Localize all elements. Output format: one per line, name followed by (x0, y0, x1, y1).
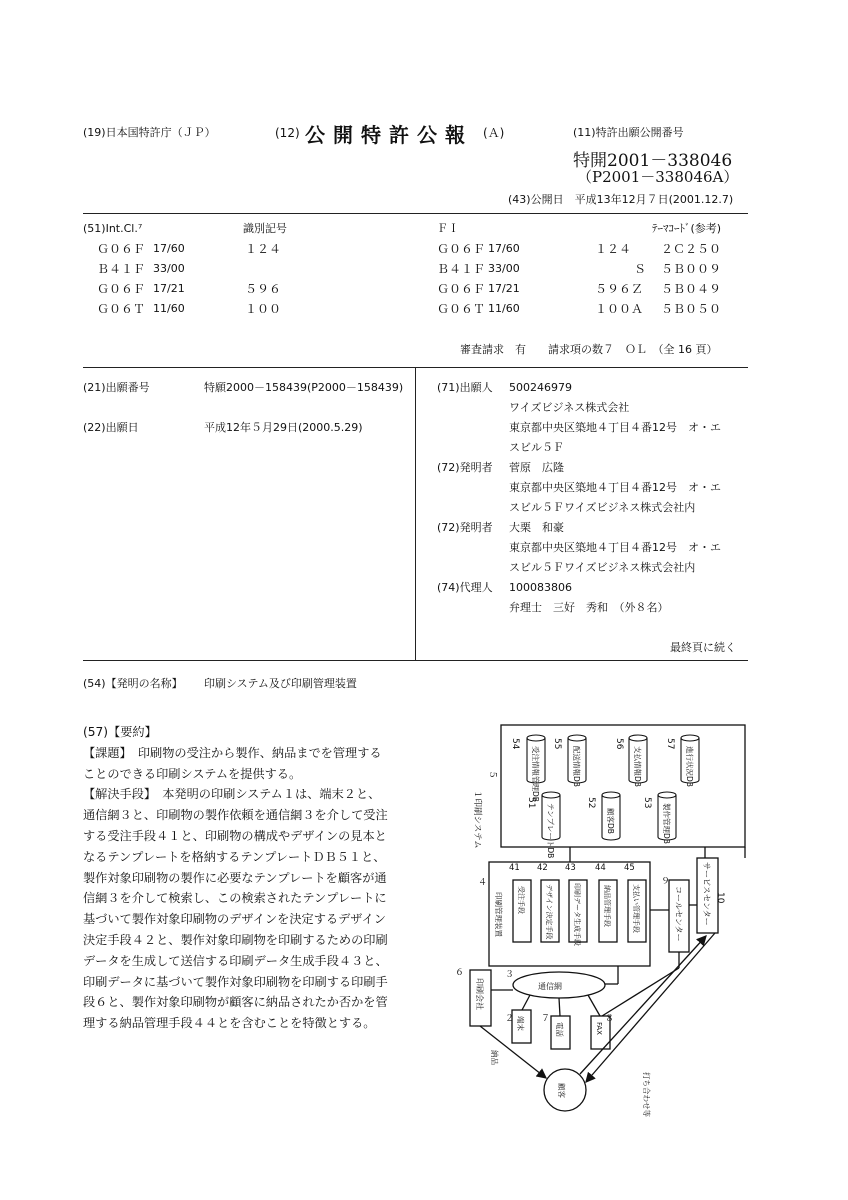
inventor-name: 大栗 和豪 (509, 521, 564, 534)
publication-number: 特開2001－338046 (573, 151, 733, 171)
agent-label: (74)代理人 (437, 581, 493, 594)
application-date: 平成12年５月29日(2000.5.29) (204, 421, 363, 434)
inventor-address: 東京都中央区築地４丁目４番12号 オ・エ (509, 481, 721, 494)
document-kind-title: 公開特許公報 (305, 123, 473, 147)
call-center-label: コールセンター (674, 886, 683, 942)
invention-title: 印刷システム及び印刷管理装置 (204, 677, 357, 690)
abstract-line: 【解決手段】 本発明の印刷システム１は、端末２と、 (83, 787, 381, 802)
ipc-group: 11/60 (153, 302, 185, 315)
database-cylinder-icon (542, 792, 560, 798)
abstract-line: 信網３を介して検索し、この検索されたテンプレートに (83, 891, 387, 906)
ipc-class: Ｇ０６Ｔ (97, 302, 146, 316)
abstract-line: 理する納品管理手段４４とを含むことを特徴とする。 (83, 1016, 376, 1031)
unit-payment: 支払い管理手段 (632, 884, 640, 933)
abstract-line: ことのできる印刷システムを提供する。 (83, 766, 302, 781)
fi-symbol: １２４ (595, 242, 632, 256)
abstract-line: 製作対象印刷物の製作に必要なテンプレートを顧客が通 (83, 870, 387, 885)
abstract-line: 印刷データに基づいて製作対象印刷物を印刷する印刷手 (83, 974, 388, 989)
ref-8: ８ (605, 1014, 615, 1024)
abstract-line: 段６と、製作対象印刷物が顧客に納品されたか否かを管 (83, 995, 388, 1010)
ipc-class: Ｂ４１Ｆ (97, 262, 146, 276)
ref-43: 43 (565, 863, 576, 873)
inventor-label: (72)発明者 (437, 521, 493, 534)
kind-code: (Ａ) (483, 126, 505, 140)
applicant-address-cont: スビル５Ｆ (509, 441, 564, 454)
fi-class: Ｂ４１Ｆ (437, 262, 486, 276)
abstract-line: する受注手段４１と、印刷物の構成やデザインの見本と (83, 828, 387, 843)
database-cylinder-icon (568, 735, 586, 741)
phone-label: 電話 (555, 1022, 564, 1037)
ref-52: 52 (586, 797, 596, 809)
system-label: １印刷システム (472, 790, 482, 849)
publication-date: (43)公開日 平成13年12月７日(2001.12.7) (508, 193, 734, 206)
abstract-line: なるテンプレートを格納するテンプレートＤＢ５１と、 (83, 849, 386, 864)
id-symbol: ５９６ (245, 282, 282, 296)
inventor-address-cont: スビル５Ｆワイズビジネス株式会社内 (509, 561, 696, 574)
inventor-name: 菅原 広隆 (509, 461, 564, 474)
ref-10: 10 (715, 892, 725, 904)
device-label: 印刷管理装置 (494, 892, 503, 937)
ref-9: ９ (661, 877, 671, 887)
ref-4: ４ (478, 878, 488, 888)
ref-45: 45 (624, 863, 635, 873)
theme-code: ５Ｂ００９ (661, 262, 722, 276)
fi-group: 17/21 (488, 282, 520, 295)
ipc-class: Ｇ０６Ｆ (97, 282, 146, 296)
ref-3: ３ (505, 970, 515, 980)
applicant-id: 500246979 (509, 381, 572, 394)
kind-number: (12) (275, 126, 300, 140)
unit-delivery: 納品管理手段 (603, 885, 611, 927)
ref-44: 44 (595, 863, 606, 873)
theme-code-header: ﾃｰﾏｺｰﾄﾞ(参考) (652, 222, 722, 235)
abstract-label: (57)【要約】 (83, 725, 157, 739)
inventor-address-cont: スビル５Ｆワイズビジネス株式会社内 (509, 501, 696, 514)
fi-group: 17/60 (488, 242, 520, 255)
agent-id: 100083806 (509, 581, 572, 594)
ipc-group: 17/21 (153, 282, 185, 295)
fi-class: Ｇ０６Ｆ (437, 242, 486, 256)
delivery-label: 納品 (490, 1050, 499, 1065)
continued-note: 最終頁に続く (670, 641, 736, 654)
database-cylinder-icon (629, 735, 647, 741)
ipc-class: Ｇ０６Ｆ (97, 242, 146, 256)
fi-symbol: ５９６Ｚ (595, 282, 644, 296)
ref-5: ５ (487, 770, 497, 780)
db-template: テンプレートDB (546, 803, 555, 859)
ref-57: 57 (665, 738, 675, 750)
id-symbol: １００ (245, 302, 282, 316)
ref-54: 54 (510, 738, 520, 750)
applicant-label: (71)出願人 (437, 381, 493, 394)
fi-group: 11/60 (488, 302, 520, 315)
fi-symbol: １００Ａ (595, 302, 644, 316)
applicant-address: 東京都中央区築地４丁目４番12号 オ・エ (509, 421, 721, 434)
print-company-label: 印刷会社 (475, 978, 484, 1010)
unit-design: デザイン決定手段 (545, 884, 553, 940)
theme-code: ５Ｂ０４９ (661, 282, 722, 296)
service-center-label: サービスセンター (702, 862, 711, 926)
application-number-label: (21)出願番号 (83, 381, 150, 394)
publication-number-alt: （P2001－338046A） (577, 168, 739, 186)
ref-56: 56 (614, 738, 624, 750)
database-cylinder-icon (658, 792, 676, 798)
ref-53: 53 (642, 797, 652, 809)
fi-group: 33/00 (488, 262, 520, 275)
symbol-header: 識別記号 (243, 222, 287, 235)
db-progress: 進行状況DB (685, 746, 694, 787)
fi-class: Ｇ０６Ｆ (437, 282, 486, 296)
db-order-info: 受注情報管理DB (531, 746, 540, 802)
abstract-line: 基づいて製作対象印刷物のデザインを決定するデザイン (83, 912, 386, 927)
theme-code: ５Ｂ０５０ (661, 302, 722, 316)
fi-symbol: Ｓ (634, 262, 647, 276)
ref-2: ２ (505, 1014, 515, 1024)
fi-class: Ｇ０６Ｔ (437, 302, 486, 316)
fax-label: FAX (595, 1022, 603, 1035)
database-cylinder-icon (681, 735, 699, 741)
db-shipping-info: 配送情報DB (572, 746, 581, 787)
id-symbol: １２４ (245, 242, 282, 256)
network-label: 通信網 (538, 982, 562, 991)
unit-order: 受注手段 (517, 886, 525, 914)
ref-7: ７ (541, 1014, 551, 1024)
intcl-header: (51)Int.Cl.⁷ (83, 222, 143, 235)
inventor-label: (72)発明者 (437, 461, 493, 474)
db-production: 製作管理DB (662, 803, 671, 844)
abstract-line: 決定手段４２と、製作対象印刷物を印刷するための印刷 (83, 932, 388, 947)
ref-6: ６ (455, 968, 465, 978)
unit-print-data: 印刷データ生成手段 (573, 883, 581, 946)
fi-header: ＦＩ (437, 222, 459, 235)
ref-42: 42 (537, 863, 548, 873)
abstract-line: 【課題】 印刷物の受注から製作、納品までを管理する (83, 745, 382, 760)
application-number: 特願2000－158439(P2000－158439) (204, 381, 404, 394)
invention-title-label: (54)【発明の名称】 (83, 677, 183, 690)
application-date-label: (22)出願日 (83, 421, 139, 434)
ref-51: 51 (526, 797, 536, 809)
inventor-address: 東京都中央区築地４丁目４番12号 オ・エ (509, 541, 721, 554)
ref-55: 55 (552, 738, 562, 750)
db-customer: 顧客DB (606, 808, 615, 834)
ipc-group: 33/00 (153, 262, 185, 275)
abstract-line: データを生成して送信する印刷データ生成手段４３と、 (83, 953, 388, 968)
ref-41: 41 (509, 863, 520, 873)
applicant-name: ワイズビジネス株式会社 (509, 401, 630, 414)
customer-label: 顧客 (557, 1083, 566, 1098)
abstract-line: 通信網３と、印刷物の製作依頼を通信網３を介して受注 (83, 808, 388, 823)
examination-info: 審査請求 有 請求項の数７ ＯＬ （全 16 頁） (460, 343, 718, 356)
db-payment-info: 支払情報DB (633, 746, 642, 787)
theme-code: ２Ｃ２５０ (661, 242, 722, 256)
database-cylinder-icon (602, 792, 620, 798)
terminal-label: 端末 (516, 1016, 525, 1031)
agent-name: 弁理士 三好 秀和 （外８名） (509, 601, 669, 614)
issuing-office: (19)日本国特許庁（ＪＰ） (83, 126, 216, 139)
inquiry-label: 打ち合わせ等 (642, 1072, 651, 1117)
ipc-group: 17/60 (153, 242, 185, 255)
database-cylinder-icon (527, 735, 545, 741)
publication-number-label: (11)特許出願公開番号 (573, 126, 684, 139)
